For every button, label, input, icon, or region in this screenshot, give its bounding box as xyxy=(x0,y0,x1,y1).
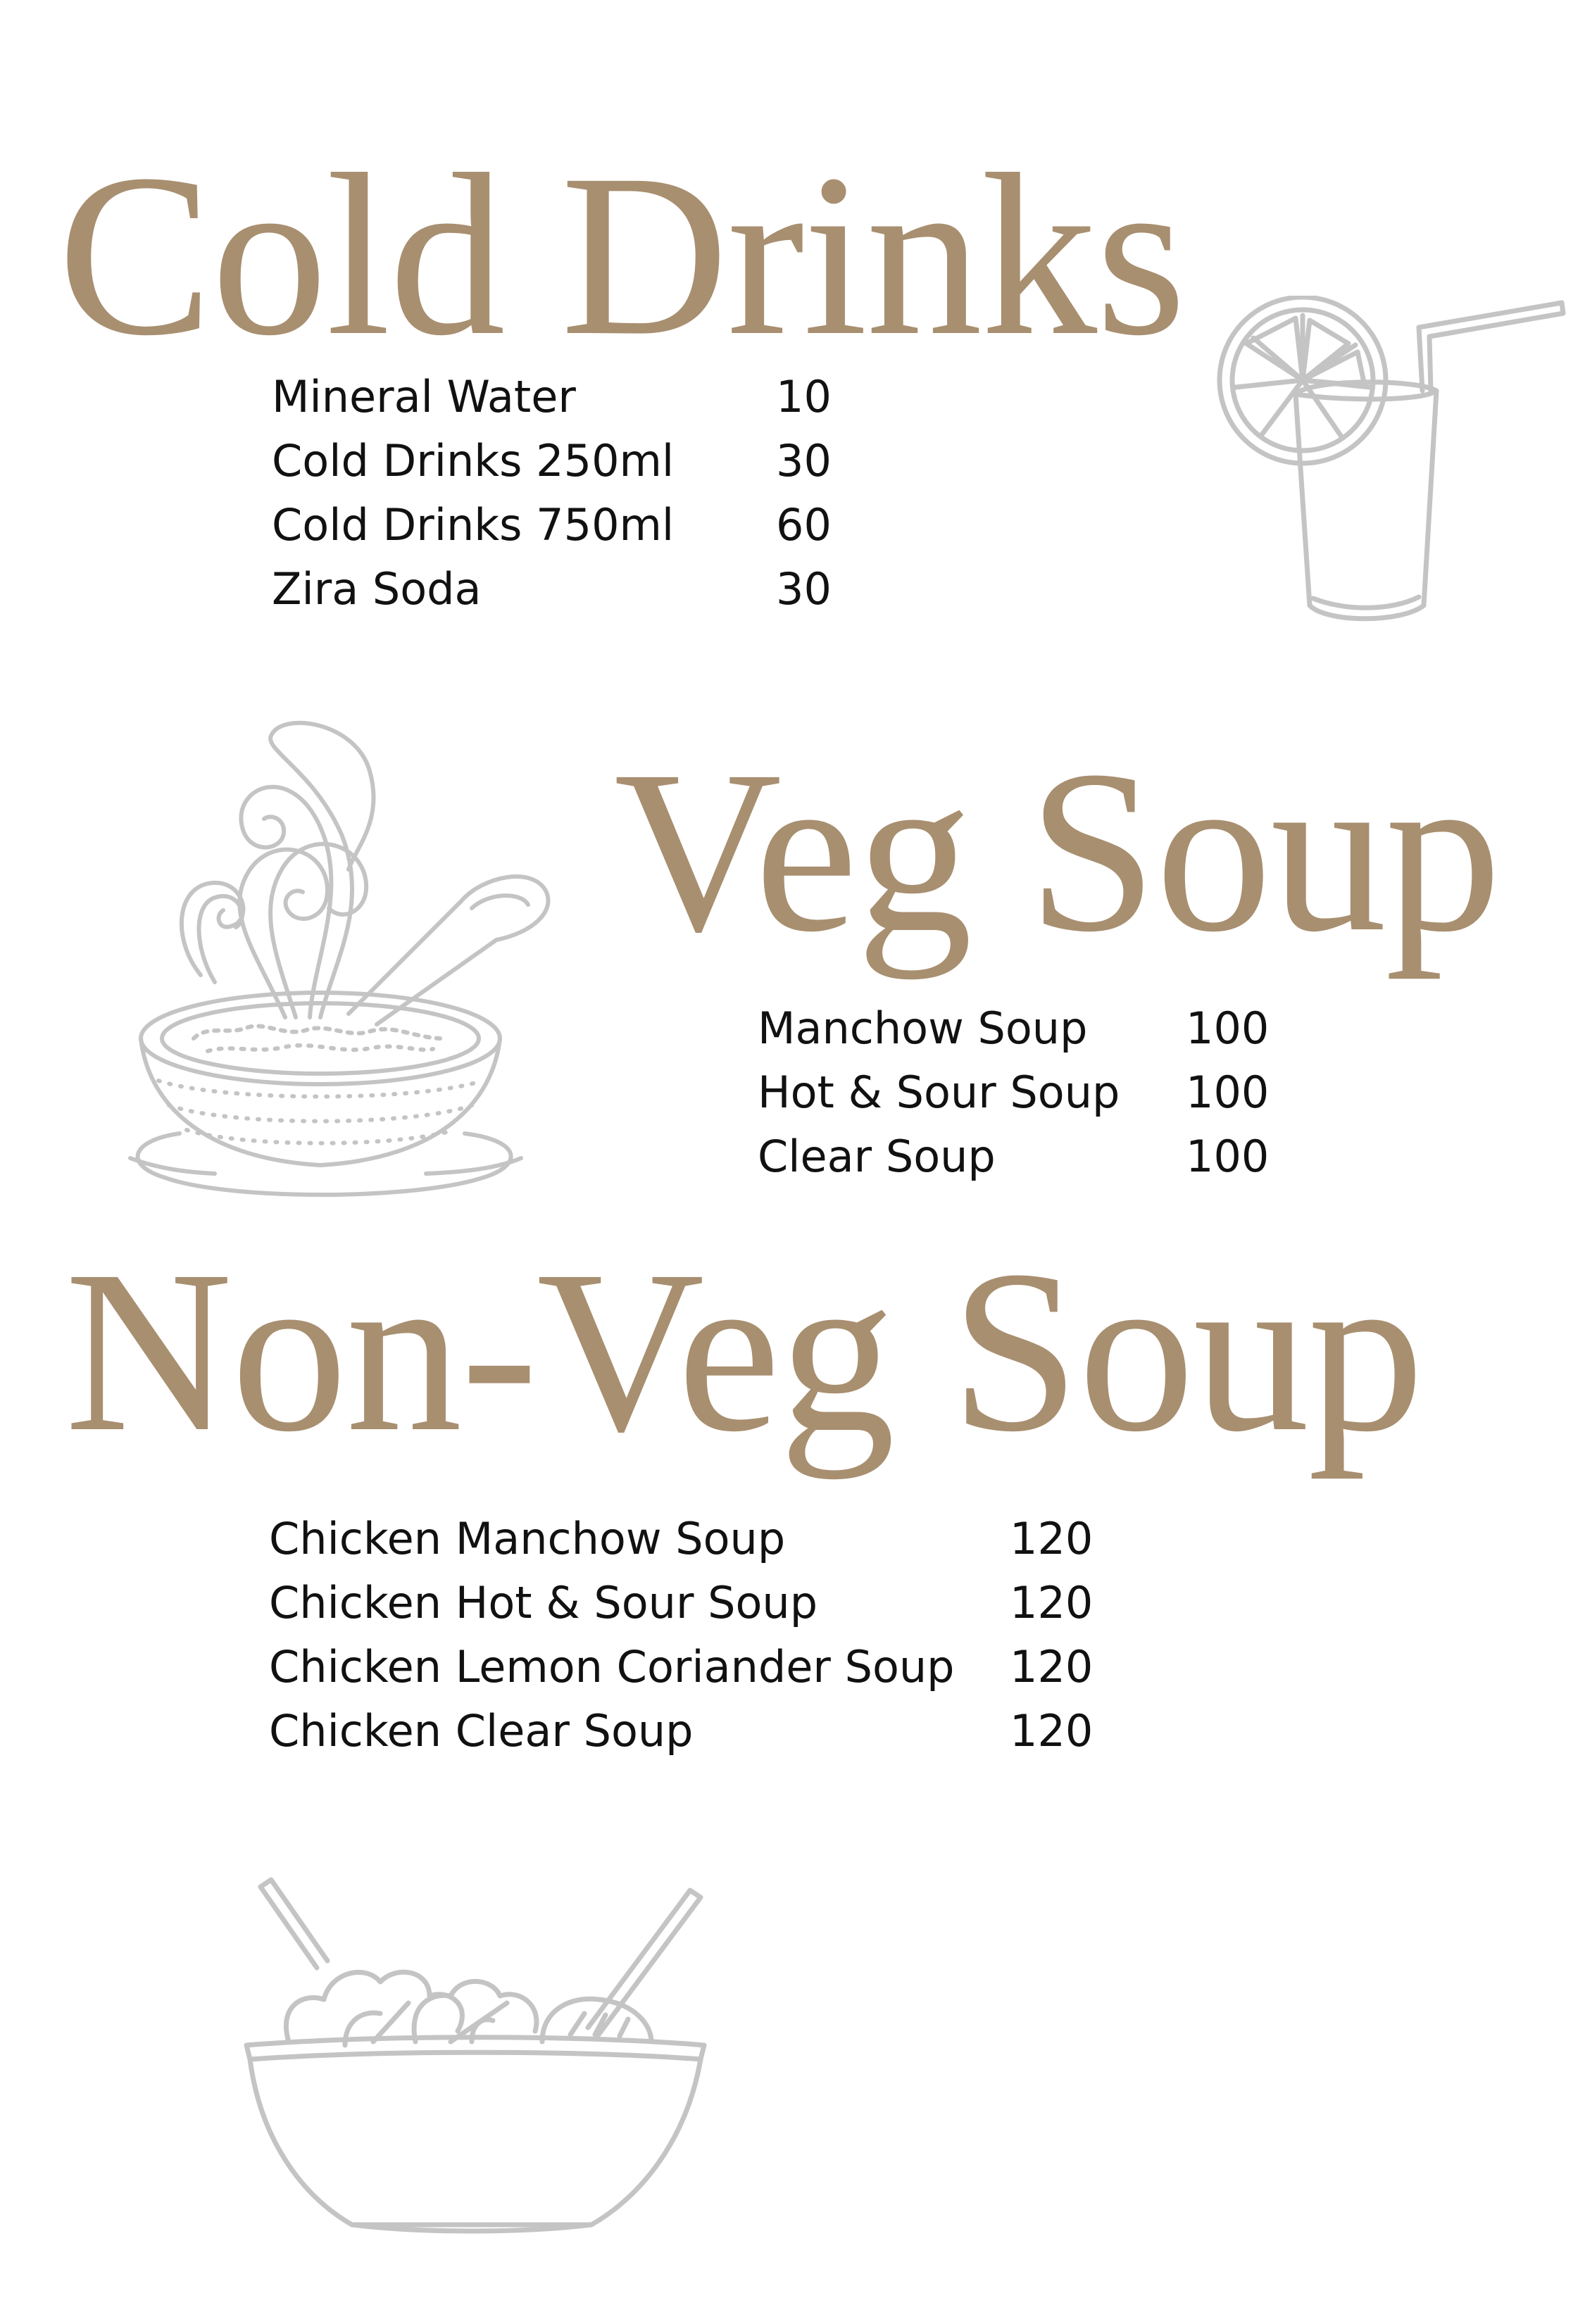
item-name: Manchow Soup xyxy=(758,1003,1088,1054)
salad-bowl-icon xyxy=(239,1866,718,2239)
menu-item xyxy=(269,1571,1184,1635)
item-name: Chicken Lemon Coriander Soup xyxy=(269,1641,955,1692)
cold-drinks-list xyxy=(272,365,906,621)
item-price: 120 xyxy=(1010,1577,1094,1628)
lemonade-glass-icon xyxy=(1204,296,1570,641)
item-price: 100 xyxy=(1186,1131,1270,1182)
item-name: Hot & Sour Soup xyxy=(758,1067,1120,1118)
item-name: Zira Soda xyxy=(272,563,482,615)
item-name: Cold Drinks 750ml xyxy=(272,499,675,551)
item-name: Cold Drinks 250ml xyxy=(272,435,675,486)
item-price: 100 xyxy=(1186,1067,1270,1118)
menu-item xyxy=(758,1060,1391,1124)
menu-item xyxy=(758,996,1391,1060)
non-veg-soup-heading: Non-Veg Soup xyxy=(65,1223,1423,1480)
veg-soup-heading: Veg Soup xyxy=(614,723,1501,980)
item-price: 10 xyxy=(776,371,832,422)
non-veg-soup-list xyxy=(269,1507,1184,1763)
menu-item xyxy=(272,429,906,493)
item-name: Chicken Clear Soup xyxy=(269,1705,694,1757)
item-price: 120 xyxy=(1010,1705,1094,1757)
menu-item xyxy=(269,1699,1184,1763)
item-name: Chicken Manchow Soup xyxy=(269,1513,786,1564)
menu-item xyxy=(269,1635,1184,1699)
menu-item xyxy=(758,1124,1391,1188)
item-name: Clear Soup xyxy=(758,1131,996,1182)
item-price: 120 xyxy=(1010,1513,1094,1564)
menu-item xyxy=(272,493,906,557)
menu-item xyxy=(269,1507,1184,1571)
menu-item xyxy=(272,557,906,621)
item-price: 120 xyxy=(1010,1641,1094,1692)
menu-item xyxy=(272,365,906,429)
soup-bowl-icon xyxy=(116,708,567,1214)
item-name: Chicken Hot & Sour Soup xyxy=(269,1577,818,1628)
item-price: 30 xyxy=(776,435,832,486)
item-name: Mineral Water xyxy=(272,371,576,422)
item-price: 100 xyxy=(1186,1003,1270,1054)
veg-soup-list xyxy=(758,996,1391,1188)
cold-drinks-heading: Cold Drinks xyxy=(58,127,1185,384)
item-price: 30 xyxy=(776,563,832,615)
item-price: 60 xyxy=(776,499,832,551)
